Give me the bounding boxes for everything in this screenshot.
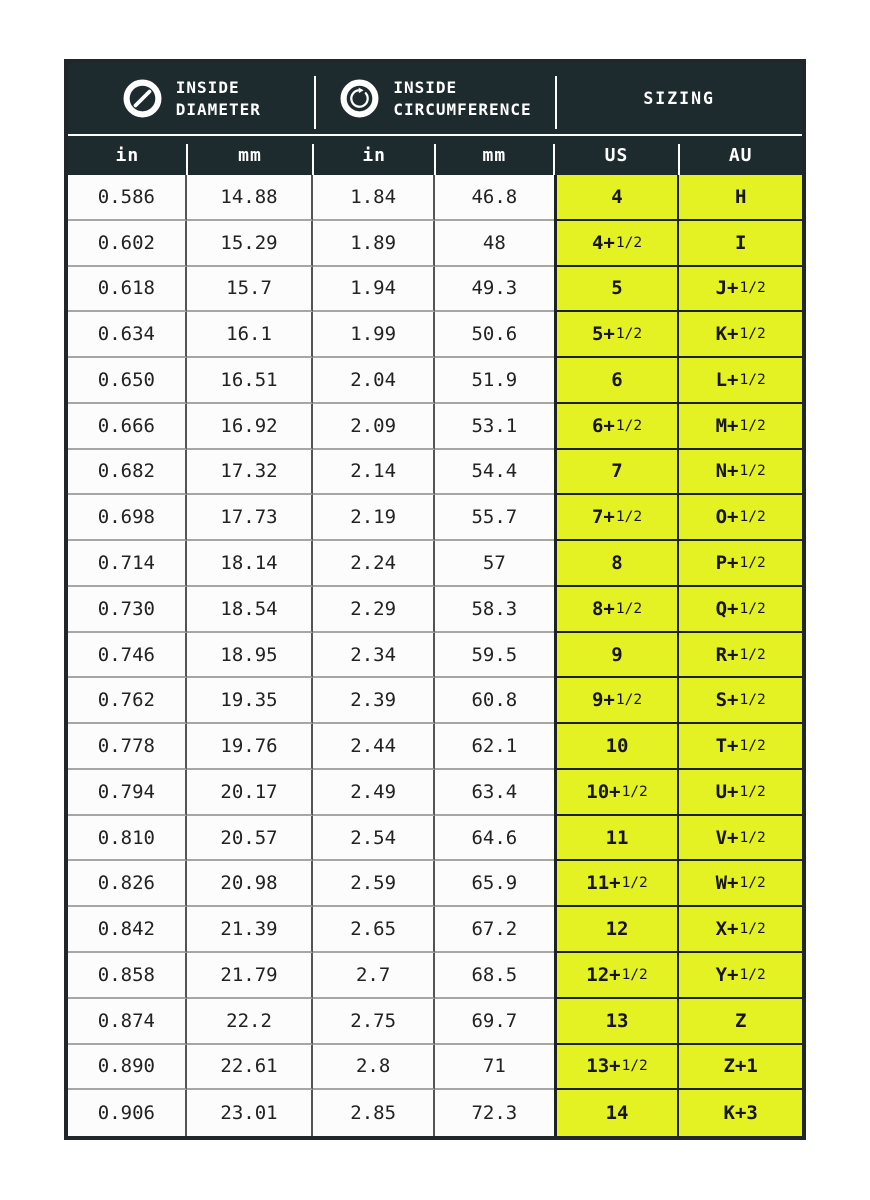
circumference-mm-cell: 53.1: [435, 404, 554, 450]
diameter-in-cell: 0.682: [68, 450, 187, 496]
diameter-in-cell: 0.746: [68, 633, 187, 679]
table-row: [68, 267, 802, 313]
us-size-cell: 8+ 1/2: [554, 587, 680, 633]
circumference-in-cell: 2.59: [313, 861, 435, 907]
diameter-in-cell: 0.762: [68, 678, 187, 724]
header-group-label-line1: INSIDE: [393, 77, 458, 97]
circumference-in-cell: 2.34: [313, 633, 435, 679]
us-size-cell: 13: [554, 999, 680, 1045]
diameter-mm-cell: 18.54: [187, 587, 314, 633]
diameter-mm-cell: 16.92: [187, 404, 314, 450]
header-group-label: [393, 77, 531, 120]
diameter-mm-cell: 16.51: [187, 358, 314, 404]
au-size-cell: S+ 1/2: [679, 678, 802, 724]
column-header-au-size: AU: [728, 145, 753, 166]
au-size-cell: Q+ 1/2: [679, 587, 802, 633]
header-group-sizing: [556, 63, 802, 134]
au-size-cell: X+ 1/2: [679, 907, 802, 953]
circumference-in-cell: 1.99: [313, 312, 435, 358]
table-row: [68, 907, 802, 953]
au-size-cell: H: [679, 175, 802, 221]
us-size-cell: 12+ 1/2: [554, 953, 680, 999]
table-row: [68, 770, 802, 816]
au-size-cell: P+ 1/2: [679, 541, 802, 587]
au-size-cell: O+ 1/2: [679, 495, 802, 541]
header-group-label-line1: INSIDE: [175, 77, 240, 97]
au-size-cell: K+ 1/2: [679, 312, 802, 358]
diameter-mm-cell: 20.57: [187, 816, 314, 862]
header-group-label-line2: CIRCUMFERENCE: [393, 99, 532, 119]
circumference-in-cell: 2.29: [313, 587, 435, 633]
au-size-cell: M+ 1/2: [679, 404, 802, 450]
circumference-in-cell: 2.8: [313, 1045, 435, 1091]
header-group-row: [68, 63, 802, 134]
header-group-label-line2: DIAMETER: [175, 99, 261, 119]
au-size-cell: K+3: [679, 1090, 802, 1136]
au-size-cell: T+ 1/2: [679, 724, 802, 770]
table-row: [68, 1090, 802, 1136]
circumference-mm-cell: 60.8: [435, 678, 554, 724]
us-size-cell: 6: [554, 358, 680, 404]
us-size-cell: 14: [554, 1090, 680, 1136]
diameter-mm-cell: 16.1: [187, 312, 314, 358]
circumference-in-cell: 2.7: [313, 953, 435, 999]
us-size-cell: 10+ 1/2: [554, 770, 680, 816]
circumference-mm-cell: 48: [435, 221, 554, 267]
circumference-in-cell: 2.04: [313, 358, 435, 404]
au-size-cell: U+ 1/2: [679, 770, 802, 816]
circumference-mm-cell: 57: [435, 541, 554, 587]
us-size-cell: 4+ 1/2: [554, 221, 680, 267]
diameter-mm-cell: 22.61: [187, 1045, 314, 1091]
us-size-cell: 5+ 1/2: [554, 312, 680, 358]
circumference-mm-cell: 46.8: [435, 175, 554, 221]
diameter-in-cell: 0.602: [68, 221, 187, 267]
circumference-mm-cell: 64.6: [435, 816, 554, 862]
table-row: [68, 678, 802, 724]
diameter-in-cell: 0.810: [68, 816, 187, 862]
circumference-in-cell: 2.54: [313, 816, 435, 862]
table-row: [68, 404, 802, 450]
us-size-cell: 13+ 1/2: [554, 1045, 680, 1091]
au-size-cell: J+ 1/2: [679, 267, 802, 313]
au-size-cell: N+ 1/2: [679, 450, 802, 496]
diameter-mm-cell: 22.2: [187, 999, 314, 1045]
diameter-mm-cell: 19.35: [187, 678, 314, 724]
circumference-in-cell: 2.65: [313, 907, 435, 953]
table-row: [68, 953, 802, 999]
column-header-us-size: US: [554, 136, 680, 175]
circumference-mm-cell: 55.7: [435, 495, 554, 541]
circumference-in-cell: 2.85: [313, 1090, 435, 1136]
diameter-mm-cell: 15.29: [187, 221, 314, 267]
diameter-mm-cell: 19.76: [187, 724, 314, 770]
circumference-in-cell: 2.49: [313, 770, 435, 816]
circumference-mm-cell: 71: [435, 1045, 554, 1091]
table-row: [68, 541, 802, 587]
table-body: [68, 175, 802, 1136]
header-group-inside-diameter: [68, 63, 315, 134]
au-size-cell: R+ 1/2: [679, 633, 802, 679]
circumference-in-cell: 2.09: [313, 404, 435, 450]
diameter-in-cell: 0.858: [68, 953, 187, 999]
column-header-circumference-in: in: [313, 136, 435, 175]
circumference-in-cell: 1.84: [313, 175, 435, 221]
diameter-mm-cell: 14.88: [187, 175, 314, 221]
ring-size-chart: [64, 59, 806, 1140]
diameter-in-cell: 0.842: [68, 907, 187, 953]
circumference-in-cell: 2.19: [313, 495, 435, 541]
diameter-mm-cell: 21.79: [187, 953, 314, 999]
au-size-cell: Z+1: [679, 1045, 802, 1091]
us-size-cell: 8: [554, 541, 680, 587]
table-row: [68, 221, 802, 267]
circumference-mm-cell: 51.9: [435, 358, 554, 404]
circumference-in-cell: 2.75: [313, 999, 435, 1045]
table-row: [68, 724, 802, 770]
diameter-in-cell: 0.890: [68, 1045, 187, 1091]
us-size-cell: 7+ 1/2: [554, 495, 680, 541]
table-row: [68, 175, 802, 221]
header-group-label: [176, 77, 261, 120]
circumference-in-cell: 2.14: [313, 450, 435, 496]
diameter-in-cell: 0.906: [68, 1090, 187, 1136]
au-size-cell: L+ 1/2: [679, 358, 802, 404]
diameter-mm-cell: 18.14: [187, 541, 314, 587]
us-size-cell: 7: [554, 450, 680, 496]
diameter-mm-cell: 20.17: [187, 770, 314, 816]
diameter-in-cell: 0.618: [68, 267, 187, 313]
diameter-in-cell: 0.794: [68, 770, 187, 816]
circumference-mm-cell: 49.3: [435, 267, 554, 313]
column-header-diameter-mm: mm: [187, 136, 314, 175]
table-row: [68, 999, 802, 1045]
table-row: [68, 633, 802, 679]
diameter-in-cell: 0.730: [68, 587, 187, 633]
diameter-mm-cell: 18.95: [187, 633, 314, 679]
column-header-diameter-in: in: [68, 136, 187, 175]
circumference-mm-cell: 69.7: [435, 999, 554, 1045]
circumference-mm-cell: 68.5: [435, 953, 554, 999]
au-size-cell: Z: [679, 999, 802, 1045]
circumference-mm-cell: 62.1: [435, 724, 554, 770]
au-size-cell: Y+ 1/2: [679, 953, 802, 999]
diameter-in-cell: 0.634: [68, 312, 187, 358]
diameter-mm-cell: 20.98: [187, 861, 314, 907]
circumference-mm-cell: 72.3: [435, 1090, 554, 1136]
table-row: [68, 816, 802, 862]
circumference-mm-cell: 67.2: [435, 907, 554, 953]
diameter-in-cell: 0.874: [68, 999, 187, 1045]
diameter-mm-cell: 17.32: [187, 450, 314, 496]
table-row: [68, 1045, 802, 1091]
circumference-in-cell: 2.39: [313, 678, 435, 724]
au-size-cell: W+ 1/2: [679, 861, 802, 907]
diameter-mm-cell: 21.39: [187, 907, 314, 953]
au-size-cell: I: [679, 221, 802, 267]
diameter-in-cell: 0.826: [68, 861, 187, 907]
column-header-circumference-mm: mm: [435, 136, 554, 175]
table-row: [68, 312, 802, 358]
us-size-cell: 12: [554, 907, 680, 953]
circumference-in-cell: 1.89: [313, 221, 435, 267]
diameter-in-cell: 0.714: [68, 541, 187, 587]
header-group-label: SIZING: [643, 89, 715, 108]
diameter-mm-cell: 23.01: [187, 1090, 314, 1136]
diameter-mm-cell: 15.7: [187, 267, 314, 313]
table-row: [68, 587, 802, 633]
us-size-cell: 9+ 1/2: [554, 678, 680, 724]
diameter-icon: [122, 78, 163, 119]
us-size-cell: 11+ 1/2: [554, 861, 680, 907]
us-size-cell: 10: [554, 724, 680, 770]
circumference-in-cell: 1.94: [313, 267, 435, 313]
circumference-mm-cell: 54.4: [435, 450, 554, 496]
us-size-cell: 4: [554, 175, 680, 221]
us-size-cell: 9: [554, 633, 680, 679]
au-size-cell: V+ 1/2: [679, 816, 802, 862]
table-row: [68, 450, 802, 496]
us-size-cell: 11: [554, 816, 680, 862]
circumference-mm-cell: 65.9: [435, 861, 554, 907]
diameter-in-cell: 0.586: [68, 175, 187, 221]
circumference-mm-cell: 58.3: [435, 587, 554, 633]
diameter-in-cell: 0.666: [68, 404, 187, 450]
us-size-cell: 5: [554, 267, 680, 313]
header-group-inside-circumference: [315, 63, 557, 134]
table-row: [68, 358, 802, 404]
diameter-mm-cell: 17.73: [187, 495, 314, 541]
circumference-mm-cell: 59.5: [435, 633, 554, 679]
circumference-in-cell: 2.44: [313, 724, 435, 770]
unit-header-row: [68, 136, 802, 175]
diameter-in-cell: 0.650: [68, 358, 187, 404]
table-row: [68, 861, 802, 907]
us-size-cell: 6+ 1/2: [554, 404, 680, 450]
circumference-mm-cell: 63.4: [435, 770, 554, 816]
diameter-in-cell: 0.698: [68, 495, 187, 541]
circumference-icon: [339, 78, 380, 119]
circumference-in-cell: 2.24: [313, 541, 435, 587]
diameter-in-cell: 0.778: [68, 724, 187, 770]
table-row: [68, 495, 802, 541]
circumference-mm-cell: 50.6: [435, 312, 554, 358]
